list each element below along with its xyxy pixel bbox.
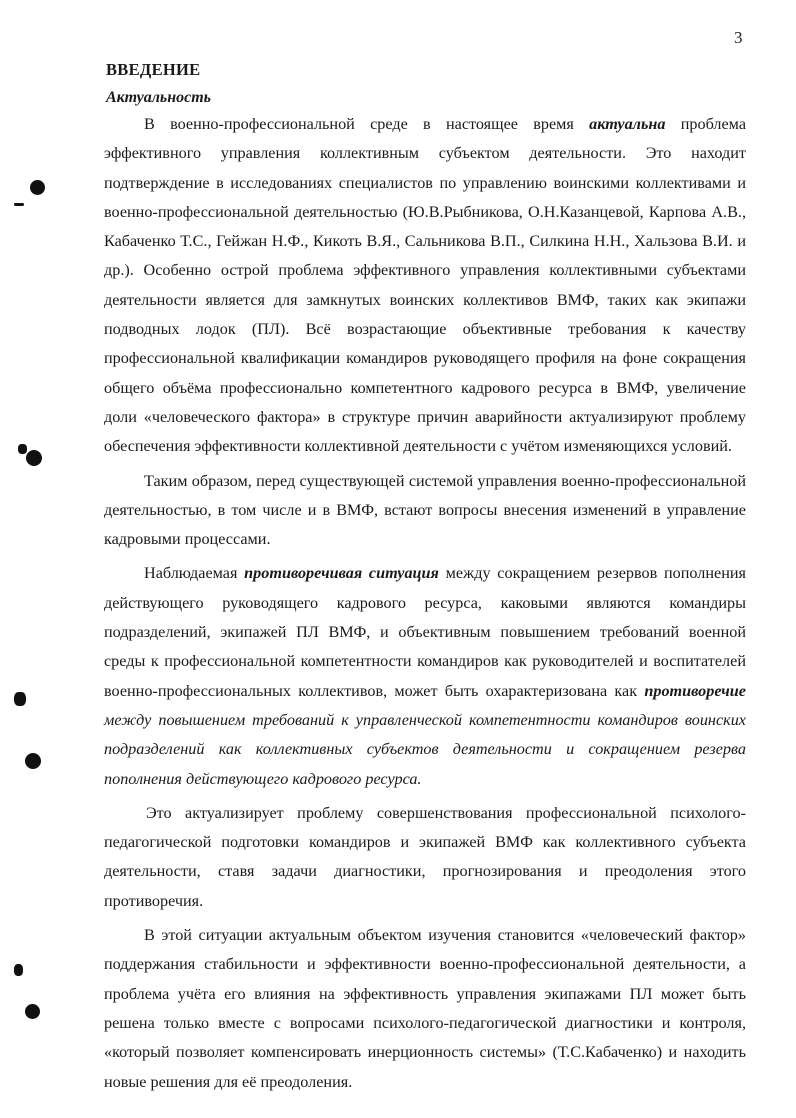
paragraph-5: В этой ситуации актуальным объектом изучения становится «человеческий фактор» поддержания стабильности и эффективности военно-профессиональной деятельности, а проблема учёта его влияния на эффективность управления экипажами ПЛ может быть решена только вместе с вопросами психолого-педагогической диагностики и контроля, «который позволяет компенсировать инерционность системы» (Т.С.Кабаченко) и находить новые решения для её преодоления.: [104, 926, 746, 1091]
punch-hole-mark: [25, 753, 41, 769]
paragraph-3-text-a: Наблюдаемая: [144, 564, 245, 583]
punch-hole-mark: [26, 450, 42, 466]
paragraph-1-text-a: В военно-профессиональной среде в настоящее время: [144, 115, 590, 133]
ink-blot-mark: [14, 964, 23, 976]
paragraph-3-italic-definition: между повышением требований к управленческой компетентности командиров воинских подразделений как коллективных субъектов деятельности и сокращением резерва пополнения действующего кадрового ресурса.: [104, 710, 746, 788]
section-heading: ВВЕДЕНИЕ: [106, 60, 201, 79]
ink-blot-mark: [14, 203, 24, 206]
body-text: [104, 110, 746, 1102]
paragraph-1: [104, 110, 746, 462]
punch-hole-mark: [30, 180, 45, 195]
page-number: 3: [734, 28, 743, 47]
paragraph-3: [104, 559, 746, 793]
punch-hole-mark: [25, 1004, 40, 1019]
paragraph-3-text-b: между сокращением резервов пополнения действующего руководящего кадрового ресурса, каковыми являются командиры подразделений, экипажей ПЛ ВМФ, и объективным повышением требований военной среды к профессиональной компетентности командиров как руководителей и воспитателей военно-профессиональных коллективов, может быть охарактеризована как: [104, 564, 746, 700]
ink-blot-mark: [14, 692, 26, 706]
paragraph-3-emphasis-situation: противоречивая ситуация: [244, 564, 439, 583]
paragraph-2: Таким образом, перед существующей системой управления военно-профессиональной деятельностью, в том числе и в ВМФ, встают вопросы внесения изменений в управление кадровыми процессами.: [104, 471, 746, 549]
paragraph-3-emphasis-contradiction: противоречие: [644, 681, 746, 700]
section-subheading: Актуальность: [106, 89, 211, 106]
paragraph-1-text-b: проблема эффективного управления коллективным субъектом деятельности. Это находит подтверждение в исследованиях специалистов по управлению воинскими коллективами и военно-профессиональной деятельностью (Ю.В.Рыбникова, О.Н.Казанцевой, Карпова А.В., Кабаченко Т.С., Гейжан Н.Ф., Кикоть В.Я., Сальникова В.П., Силкина Н.Н., Хальзова В.И. и др.). Особенно острой проблема эффективного управления коллективными субъектами деятельности является для замкнутых воинских коллективов ВМФ, таких как экипажи подводных лодок (ПЛ). Всё возрастающие объективные требования к качеству профессиональной квалификации командиров руководящего профиля на фоне сокращения общего объёма профессионально компетентного кадрового ресурса в ВМФ, увеличение доли «человеческого фактора» в структуре причин аварийности актуализируют проблему обеспечения эффективности коллективной деятельности с учётом изменяющихся условий.: [104, 115, 746, 456]
ink-blot-mark: [18, 444, 27, 454]
paragraph-4: Это актуализирует проблему совершенствования профессиональной психолого-педагогической подготовки командиров и экипажей ВМФ как коллективного субъекта деятельности, ставя задачи диагностики, прогнозирования и преодоления этого противоречия.: [104, 803, 746, 910]
paragraph-1-emphasis: актуальна: [589, 115, 666, 133]
